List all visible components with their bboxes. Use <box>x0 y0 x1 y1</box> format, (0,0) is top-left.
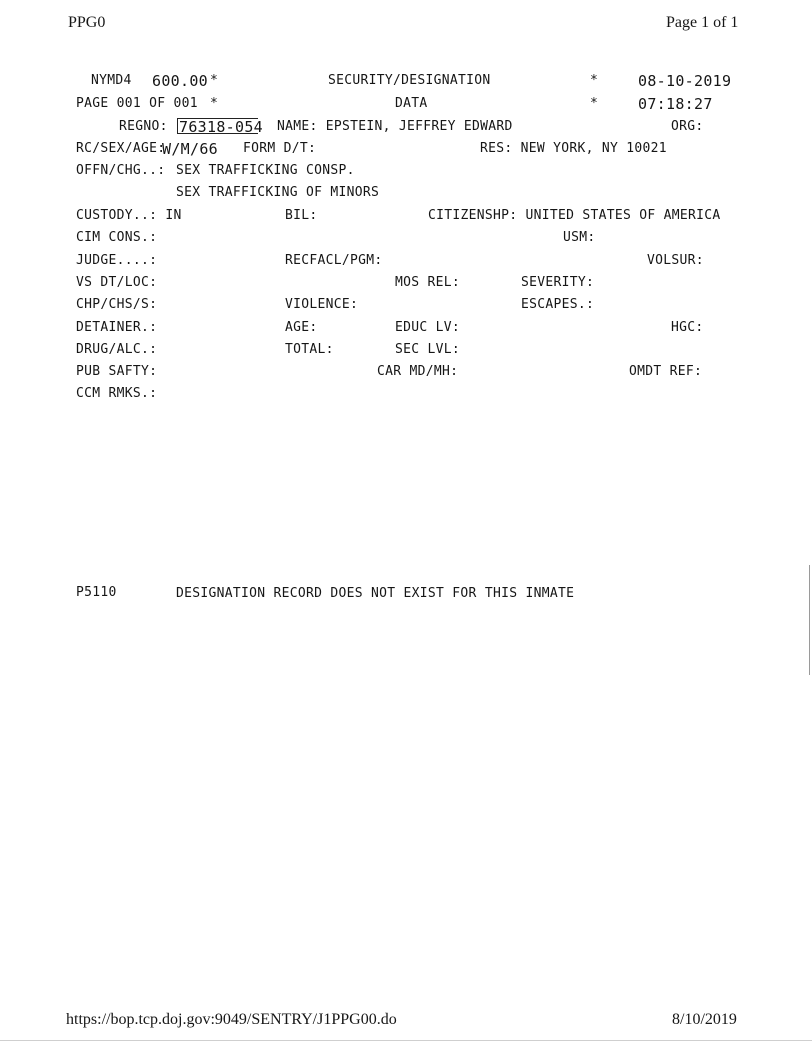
sec-lvl-label: SEC LVL: <box>395 342 461 357</box>
usm-label: USM: <box>563 230 596 245</box>
educ-label: EDUC LV: <box>395 320 461 335</box>
footer-url: https://bop.tcp.doj.gov:9049/SENTRY/J1PPG00.do <box>66 1011 397 1028</box>
mos-rel-label: MOS REL: <box>395 275 461 290</box>
regno-value: 76318-054 <box>179 118 263 136</box>
omdt-ref-label: OMDT REF: <box>629 364 703 379</box>
offense-1: SEX TRAFFICKING CONSP. <box>176 163 355 178</box>
bottom-rule <box>0 1040 812 1041</box>
record-title: SECURITY/DESIGNATION <box>328 73 491 88</box>
star-marker: * <box>210 73 219 88</box>
header-left: PPG0 <box>68 14 106 31</box>
bil-label: BIL: <box>285 208 318 223</box>
car-md-label: CAR MD/MH: <box>377 364 459 379</box>
scan-edge-mark <box>809 565 810 675</box>
escapes-label: ESCAPES.: <box>521 297 595 312</box>
rcsexage-label: RC/SEX/AGE: <box>76 141 166 156</box>
custody-field: CUSTODY..: IN <box>76 208 182 223</box>
message-code: P5110 <box>76 585 117 600</box>
record-time: 07:18:27 <box>638 95 713 113</box>
chp-label: CHP/CHS/S: <box>76 297 158 312</box>
inmate-name: NAME: EPSTEIN, JEFFREY EDWARD <box>277 119 513 134</box>
violence-label: VIOLENCE: <box>285 297 359 312</box>
record-date: 08-10-2019 <box>638 72 732 90</box>
footer-date: 8/10/2019 <box>672 1011 737 1028</box>
ccm-rmks-label: CCM RMKS.: <box>76 386 158 401</box>
residence: RES: NEW YORK, NY 10021 <box>480 141 667 156</box>
citizenship-field: CITIZENSHP: UNITED STATES OF AMERICA <box>428 208 721 223</box>
record-title-2: DATA <box>395 96 428 111</box>
volsur-label: VOLSUR: <box>647 253 704 268</box>
page-counter: PAGE 001 OF 001 <box>76 96 198 111</box>
pub-safty-label: PUB SAFTY: <box>76 364 158 379</box>
offense-2: SEX TRAFFICKING OF MINORS <box>176 185 380 200</box>
star-marker: * <box>590 73 599 88</box>
recfacl-label: RECFACL/PGM: <box>285 253 383 268</box>
system-code: 600.00 <box>152 72 208 90</box>
hgc-label: HGC: <box>671 320 704 335</box>
age-label: AGE: <box>285 320 318 335</box>
drug-label: DRUG/ALC.: <box>76 342 158 357</box>
detainer-label: DETAINER.: <box>76 320 158 335</box>
org-label: ORG: <box>671 119 704 134</box>
severity-label: SEVERITY: <box>521 275 595 290</box>
vs-dt-label: VS DT/LOC: <box>76 275 158 290</box>
form-dt-label: FORM D/T: <box>243 141 317 156</box>
total-label: TOTAL: <box>285 342 334 357</box>
page-indicator: Page 1 of 1 <box>666 14 739 31</box>
cim-cons-label: CIM CONS.: <box>76 230 158 245</box>
system-id: NYMD4 <box>91 73 132 88</box>
message-text: DESIGNATION RECORD DOES NOT EXIST FOR THIS INMATE <box>176 586 575 601</box>
regno-label: REGNO: <box>119 119 168 134</box>
star-marker: * <box>210 96 219 111</box>
judge-label: JUDGE....: <box>76 253 158 268</box>
rcsexage-value: W/M/66 <box>162 140 218 158</box>
star-marker: * <box>590 96 599 111</box>
offense-label: OFFN/CHG..: <box>76 163 166 178</box>
